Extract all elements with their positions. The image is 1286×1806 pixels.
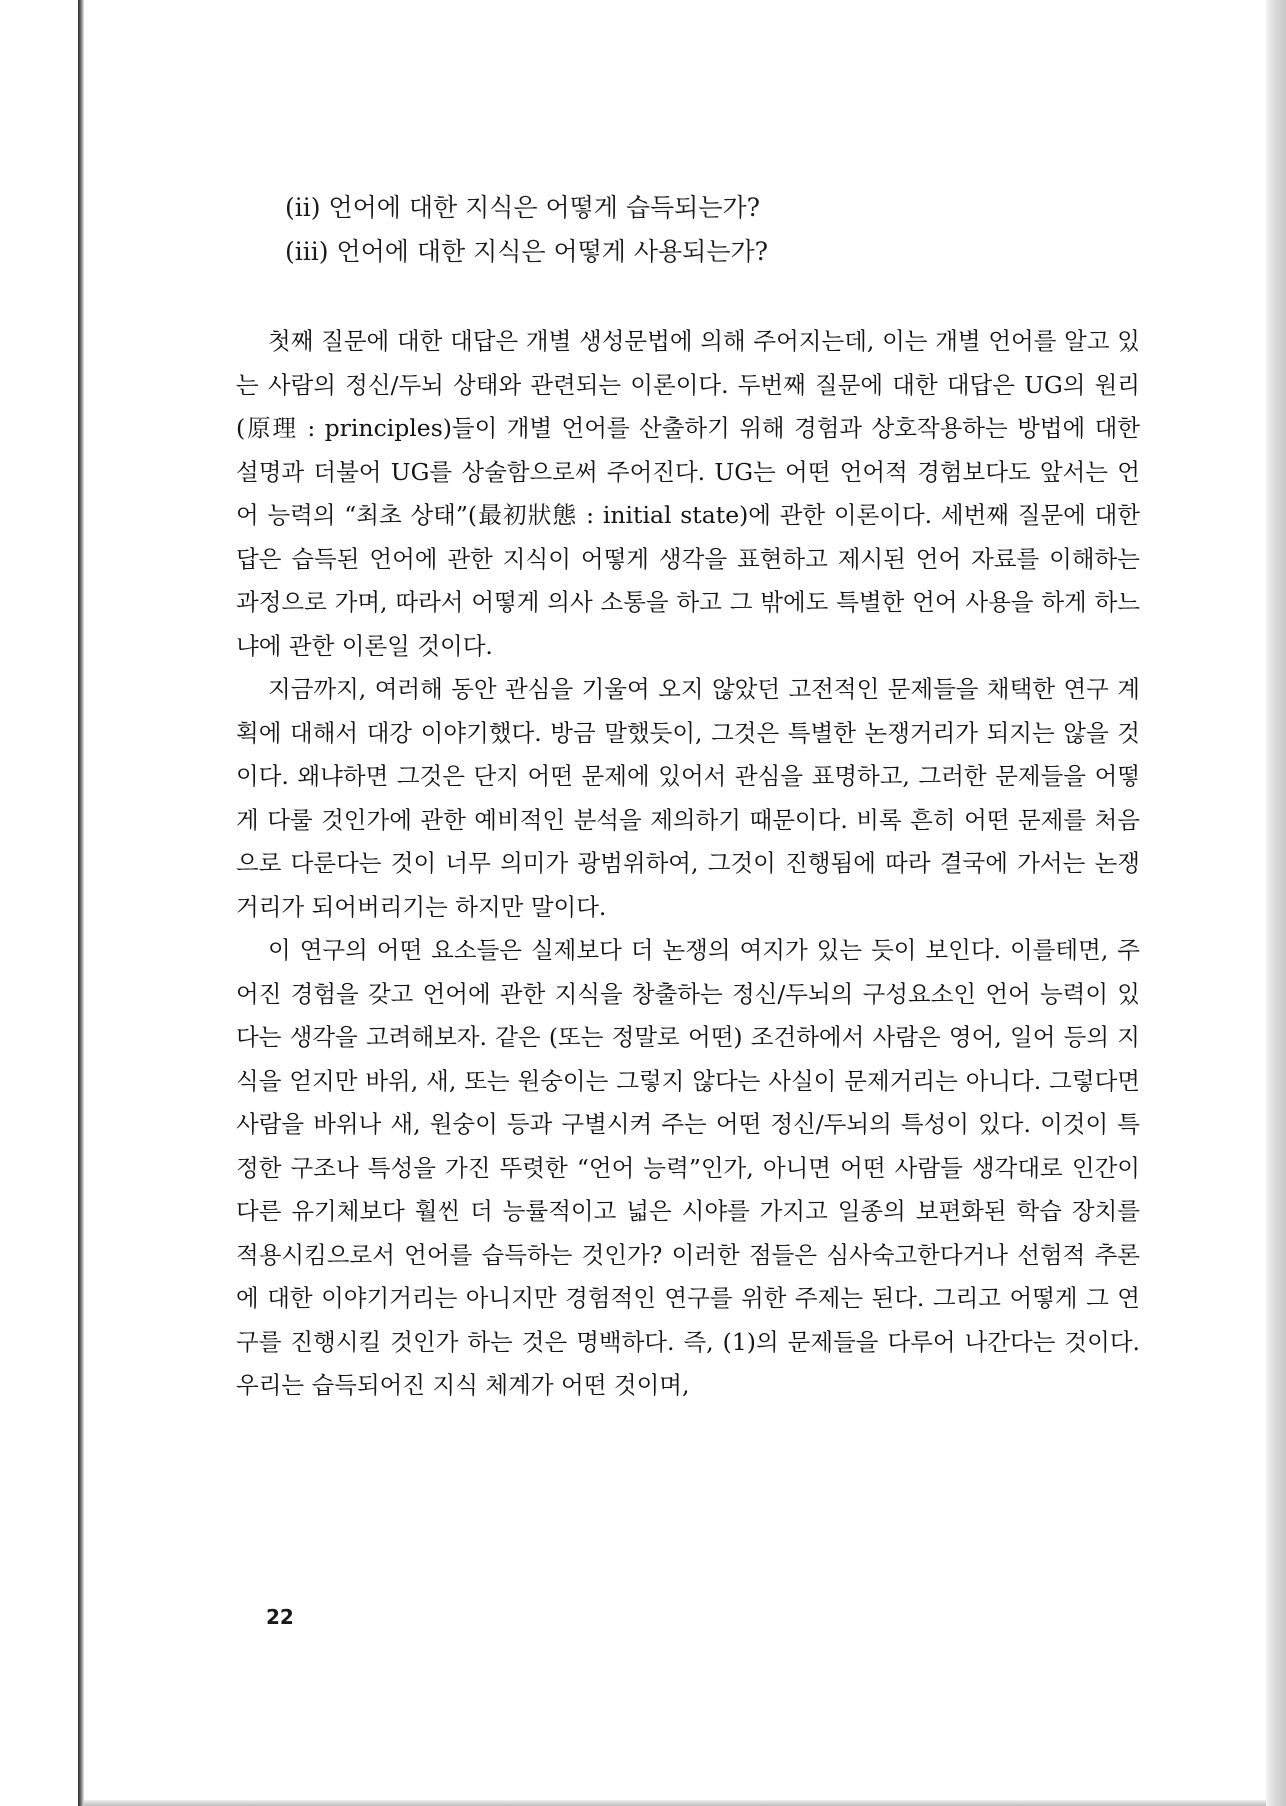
question-list — [285, 186, 1185, 274]
paragraph-3: 이 연구의 어떤 요소들은 실제보다 더 논쟁의 여지가 있는 듯이 보인다. 이를테면, 주어진 경험을 갖고 언어에 관한 지식을 창출하는 정신/두뇌의 구성요소인 언어 능력이 있다는 생각을 고려해보자. 같은 (또는 정말로 어떤) 조건하에서 사람은 영어, 일어 등의 지식을 얻지만 바위, 새, 또는 원숭이는 그렇지 않다는 사실이 문제거리는 아니다. 그렇다면 사람을 바위나 새, 원숭이 등과 구별시켜 주는 어떤 정신/두뇌의 특성이 있다. 이것이 특정한 구조나 특성을 가진 뚜렷한 “언어 능력”인가, 아니면 어떤 사람들 생각대로 인간이 다른 유기체보다 훨씬 더 능률적이고 넓은 시야를 가지고 일종의 보편화된 학습 장치를 적용시킴으로서 언어를 습득하는 것인가? 이러한 점들은 심사숙고한다거나 선험적 추론에 대한 이야기거리는 아니지만 경험적인 연구를 위한 주제는 된다. 그리고 어떻게 그 연구를 진행시킬 것인가 하는 것은 명백하다. 즉, (1)의 문제들을 다루어 나간다는 것이다. 우리는 습득되어진 지식 체계가 어떤 것이며, — [236, 936, 1140, 1399]
page-right-edge — [1266, 0, 1286, 1806]
page-left-edge — [78, 0, 84, 1806]
paragraph-2: 지금까지, 여러해 동안 관심을 기울여 오지 않았던 고전적인 문제들을 채택한 연구 계획에 대해서 대강 이야기했다. 방금 말했듯이, 그것은 특별한 논쟁거리가 되지는 않을 것이다. 왜냐하면 그것은 단지 어떤 문제에 있어서 관심을 표명하고, 그러한 문제들을 어떻게 다룰 것인가에 관한 예비적인 분석을 제의하기 때문이다. 비록 흔히 어떤 문제를 처음으로 다룬다는 것이 너무 의미가 광범위하여, 그것이 진행됨에 따라 결국에 가서는 논쟁거리가 되어버리기는 하지만 말이다. — [236, 675, 1140, 921]
body-text — [236, 320, 1140, 1408]
page-number: 22 — [266, 1605, 294, 1629]
paragraph-1: 첫째 질문에 대한 대답은 개별 생성문법에 의해 주어지는데, 이는 개별 언어를 알고 있는 사람의 정신/두뇌 상태와 관련되는 이론이다. 두번째 질문에 대한 대답은 UG의 원리(原理 : principles)들이 개별 언어를 산출하기 위해 경험과 상호작용하는 방법에 대한 설명과 더불어 UG를 상술함으로써 주어진다. UG는 어떤 언어적 경험보다도 앞서는 언어 능력의 “최초 상태”(最初狀態 : initial state)에 관한 이론이다. 세번째 질문에 대한 답은 습득된 언어에 관한 지식이 어떻게 생각을 표현하고 제시된 언어 자료를 이해하는 과정으로 가며, 따라서 어떻게 의사 소통을 하고 그 밖에도 특별한 언어 사용을 하게 하느냐에 관한 이론일 것이다. — [236, 327, 1140, 660]
question-iii: (iii) 언어에 대한 지식은 어떻게 사용되는가? — [285, 237, 769, 266]
page-bottom-edge — [84, 1800, 1266, 1806]
question-ii: (ii) 언어에 대한 지식은 어떻게 습득되는가? — [285, 193, 761, 222]
